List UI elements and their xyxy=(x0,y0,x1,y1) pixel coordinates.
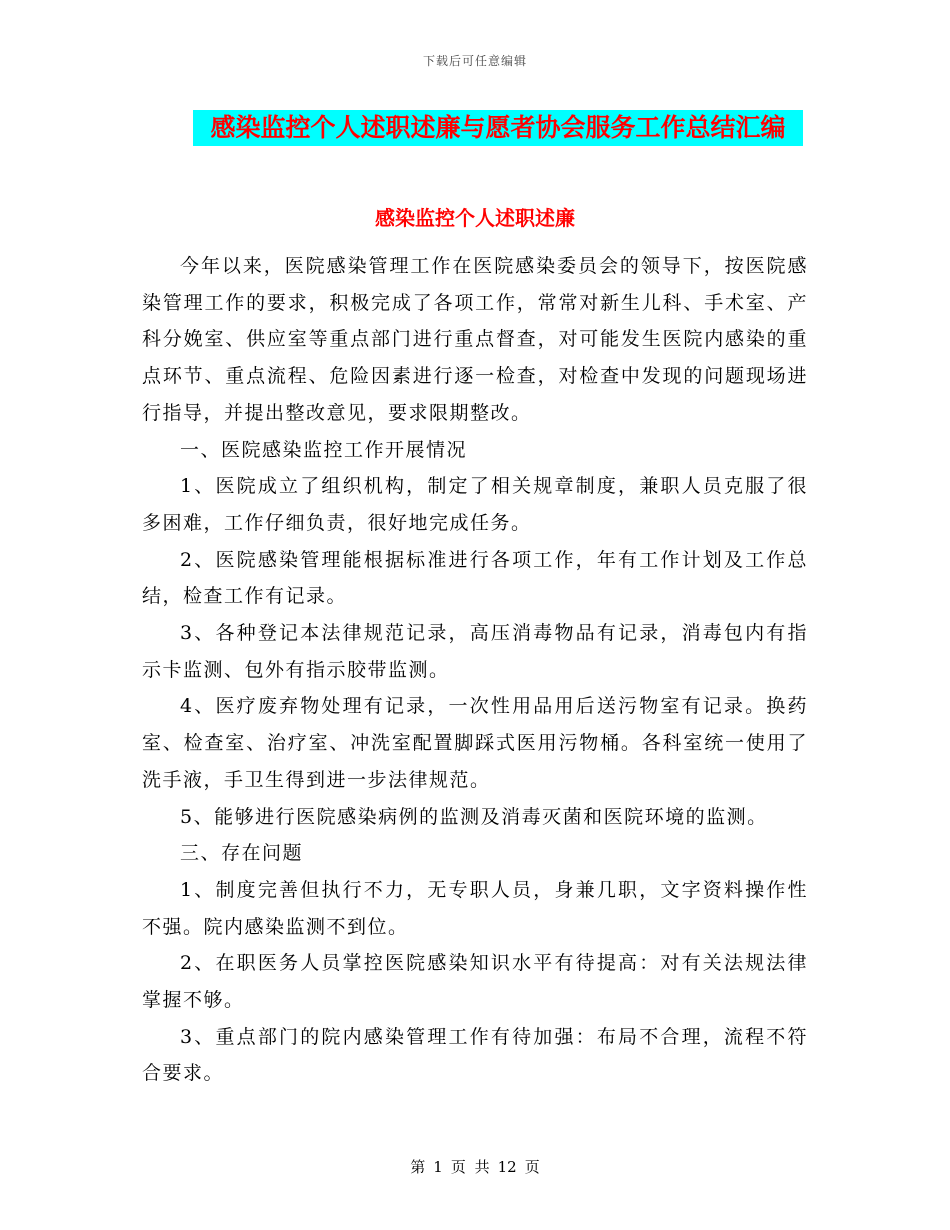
paragraph: 1、制度完善但执行不力，无专职人员，身兼几职，文字资料操作性不强。院内感染监测不到位。 xyxy=(142,878,808,938)
paragraph: 三、存在问题 xyxy=(180,842,304,865)
paragraph: 今年以来，医院感染管理工作在医院感染委员会的领导下，按医院感染管理工作的要求，积极完成了各项工作，常常对新生儿科、手术室、产科分娩室、供应室等重点部门进行重点督查，对可能发生医院内感染的重点环节、重点流程、危险因素进行逐一检查，对检查中发现的问题现场进行指导，并提出整改意见，要求限期整改。 xyxy=(142,255,808,424)
document-title: 感染监控个人述职述廉与愿者协会服务工作总结汇编 xyxy=(210,113,786,142)
paragraph: 3、各种登记本法律规范记录，高压消毒物品有记录，消毒包内有指示卡监测、包外有指示胶带监测。 xyxy=(142,622,808,681)
section-title: 感染监控个人述职述廉 xyxy=(375,206,575,230)
total-pages-number: 12 xyxy=(497,1158,517,1176)
document-body xyxy=(142,248,808,1092)
page-label-suffix: 页 xyxy=(524,1158,540,1176)
page-header-note: 下载后可任意编辑 xyxy=(422,54,527,68)
paragraph: 4、医疗废弃物处理有记录，一次性用品用后送污物室有记录。换药室、检查室、治疗室、冲洗室配置脚踩式医用污物桶。各科室统一使用了洗手液，手卫生得到进一步法律规范。 xyxy=(142,695,808,791)
document-title-highlight xyxy=(193,110,803,146)
page-label-prefix: 第 xyxy=(410,1158,426,1176)
page-label-mid: 页 共 xyxy=(450,1158,490,1176)
paragraph: 一、医院感染监控工作开展情况 xyxy=(180,438,468,461)
paragraph: 2、医院感染管理能根据标准进行各项工作，年有工作计划及工作总结，检查工作有记录。 xyxy=(142,548,808,608)
paragraph: 2、在职医务人员掌控医院感染知识水平有待提高：对有关法规法律掌握不够。 xyxy=(142,952,808,1012)
paragraph: 3、重点部门的院内感染管理工作有待加强：布局不合理，流程不符合要求。 xyxy=(142,1025,808,1085)
paragraph: 1、医院成立了组织机构，制定了相关规章制度，兼职人员克服了很多困难，工作仔细负责，很好地完成任务。 xyxy=(142,475,808,534)
page-footer xyxy=(0,1156,950,1177)
current-page-number: 1 xyxy=(433,1158,443,1176)
paragraph: 5、能够进行医院感染病例的监测及消毒灭菌和医院环境的监测。 xyxy=(180,805,768,828)
